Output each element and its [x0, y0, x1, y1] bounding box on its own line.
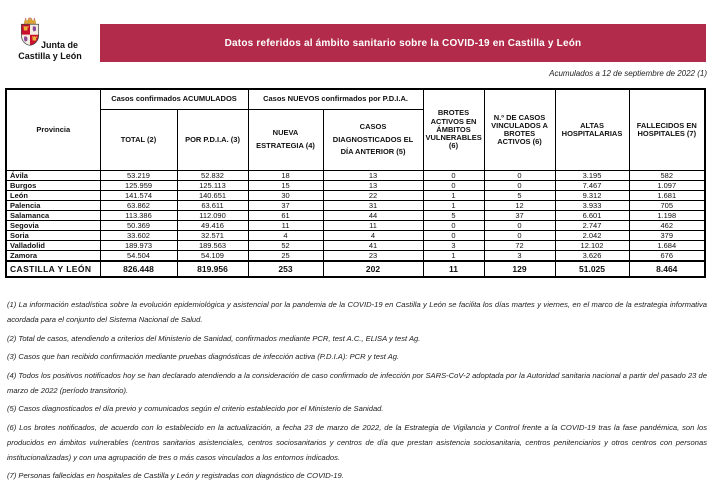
- value-cell: 1.097: [629, 181, 705, 191]
- total-value-cell: 11: [423, 261, 484, 277]
- value-cell: 13: [323, 181, 423, 191]
- value-cell: 12: [484, 201, 555, 211]
- footnotes: [7, 297, 707, 487]
- value-cell: 1.684: [629, 241, 705, 251]
- value-cell: 113.386: [100, 211, 177, 221]
- table-row: [6, 231, 705, 241]
- value-cell: 31: [323, 201, 423, 211]
- header-total: TOTAL (2): [100, 110, 177, 171]
- footnote-4: (4) Todos los positivos notificados hoy se han declarado atendiendo a la consideración de caso confirmado de infección por SARS-CoV-2 adoptada por la Autoridad sanitaria nacional a partir del pasado 23 de marzo de 2022 (período transitorio).: [7, 370, 707, 395]
- value-cell: 61: [248, 211, 323, 221]
- footnote-6: (6) Los brotes notificados, de acuerdo con lo establecido en la actualización, a fecha 23 de marzo de 2022, de la Estrategia de Vigilancia y Control frente a la COVID-19 tras la fase pandémica, son los producidos en ámbitos vulnerables (centros sanitarios asistenciales, centros sociosanitarios y centros de día que prestan asistencia sociosanitaria, centros penitenciarios y otros centros con personas institucionalizadas) y con una agrupación de tres o más casos vinculados a los entornos indicados.: [7, 422, 707, 462]
- value-cell: 379: [629, 231, 705, 241]
- province-cell: León: [6, 191, 100, 201]
- value-cell: 7.467: [555, 181, 629, 191]
- value-cell: 63.862: [100, 201, 177, 211]
- value-cell: 22: [323, 191, 423, 201]
- value-cell: 54.109: [177, 251, 248, 262]
- value-cell: 6.601: [555, 211, 629, 221]
- value-cell: 125.959: [100, 181, 177, 191]
- header-diagnosticados-dia-anterior: CASOS DIAGNOSTICADOS EL DÍA ANTERIOR (5): [323, 110, 423, 171]
- total-value-cell: 826.448: [100, 261, 177, 277]
- footnote-5: (5) Casos diagnosticados el día previo y comunicados según el criterio establecido por el Ministerio de Sanidad.: [7, 404, 384, 413]
- table-body: [6, 171, 705, 262]
- table-row: [6, 251, 705, 262]
- value-cell: 140.651: [177, 191, 248, 201]
- value-cell: 4: [323, 231, 423, 241]
- value-cell: 15: [248, 181, 323, 191]
- value-cell: 462: [629, 221, 705, 231]
- value-cell: 53.219: [100, 171, 177, 181]
- table-row: [6, 201, 705, 211]
- footnote-7: (7) Personas fallecidas en hospitales de Castilla y León y registradas con diagnóstico de COVID-19.: [7, 471, 344, 480]
- header-provincia: Provincia: [6, 89, 100, 171]
- logo-text-line1: Junta de: [41, 40, 79, 50]
- total-province-cell: CASTILLA Y LEÓN: [6, 261, 100, 277]
- value-cell: 582: [629, 171, 705, 181]
- covid-data-table: [5, 88, 706, 278]
- header-nueva-estrategia: NUEVA ESTRATEGIA (4): [248, 110, 323, 171]
- value-cell: 0: [423, 171, 484, 181]
- total-value-cell: 819.956: [177, 261, 248, 277]
- table-row: [6, 241, 705, 251]
- value-cell: 3.933: [555, 201, 629, 211]
- value-cell: 3.195: [555, 171, 629, 181]
- value-cell: 33.602: [100, 231, 177, 241]
- value-cell: 705: [629, 201, 705, 211]
- value-cell: 676: [629, 251, 705, 262]
- logo-text-line2: Castilla y León: [18, 51, 82, 61]
- value-cell: 23: [323, 251, 423, 262]
- table-row: [6, 191, 705, 201]
- value-cell: 1: [423, 191, 484, 201]
- table-row: [6, 181, 705, 191]
- value-cell: 12.102: [555, 241, 629, 251]
- value-cell: 3: [423, 241, 484, 251]
- value-cell: 0: [423, 221, 484, 231]
- value-cell: 13: [323, 171, 423, 181]
- value-cell: 50.369: [100, 221, 177, 231]
- value-cell: 0: [423, 231, 484, 241]
- value-cell: 72: [484, 241, 555, 251]
- province-cell: Zamora: [6, 251, 100, 262]
- province-cell: Soria: [6, 231, 100, 241]
- total-value-cell: 8.464: [629, 261, 705, 277]
- value-cell: 1: [423, 201, 484, 211]
- value-cell: 2.042: [555, 231, 629, 241]
- total-value-cell: 253: [248, 261, 323, 277]
- table-row: [6, 171, 705, 181]
- value-cell: 49.416: [177, 221, 248, 231]
- province-cell: Valladolid: [6, 241, 100, 251]
- value-cell: 30: [248, 191, 323, 201]
- value-cell: 0: [484, 181, 555, 191]
- province-cell: Ávila: [6, 171, 100, 181]
- banner-title: Datos referidos al ámbito sanitario sobre la COVID-19 en Castilla y León: [224, 37, 582, 49]
- value-cell: 9.312: [555, 191, 629, 201]
- header-casos-vinculados: N.º DE CASOS VINCULADOS A BROTES ACTIVOS (6): [484, 89, 555, 171]
- value-cell: 2.747: [555, 221, 629, 231]
- header-fallecidos: FALLECIDOS EN HOSPITALES (7): [629, 89, 705, 171]
- value-cell: 3.626: [555, 251, 629, 262]
- value-cell: 3: [484, 251, 555, 262]
- value-cell: 37: [248, 201, 323, 211]
- total-value-cell: 51.025: [555, 261, 629, 277]
- header-brotes-activos: BROTES ACTIVOS EN ÁMBITOS VULNERABLES (6): [423, 89, 484, 171]
- header-group-nuevos: Casos NUEVOS confirmados por P.D.I.A.: [248, 89, 423, 110]
- table-row: [6, 221, 705, 231]
- province-cell: Salamanca: [6, 211, 100, 221]
- value-cell: 189.563: [177, 241, 248, 251]
- value-cell: 0: [484, 171, 555, 181]
- value-cell: 11: [323, 221, 423, 231]
- value-cell: 52: [248, 241, 323, 251]
- footnote-3: (3) Casos que han recibido confirmación mediante pruebas diagnósticas de infección activa (P.D.I.A): PCR y test Ag.: [7, 352, 400, 361]
- value-cell: 18: [248, 171, 323, 181]
- value-cell: 0: [484, 231, 555, 241]
- value-cell: 0: [423, 181, 484, 191]
- province-cell: Burgos: [6, 181, 100, 191]
- value-cell: 54.504: [100, 251, 177, 262]
- value-cell: 4: [248, 231, 323, 241]
- value-cell: 141.574: [100, 191, 177, 201]
- table-row: [6, 211, 705, 221]
- value-cell: 41: [323, 241, 423, 251]
- value-cell: 112.090: [177, 211, 248, 221]
- value-cell: 44: [323, 211, 423, 221]
- value-cell: 11: [248, 221, 323, 231]
- header-por-pdia: POR P.D.I.A. (3): [177, 110, 248, 171]
- value-cell: 5: [423, 211, 484, 221]
- value-cell: 1.198: [629, 211, 705, 221]
- footnote-1: (1) La información estadística sobre la evolución epidemiológica y asistencial por la pandemia de la COVID-19 en Castilla y León se facilita los días martes y viernes, en el marco de la estrategia informativa acordada para el conjunto del Sistema Nacional de Salud.: [7, 300, 707, 324]
- total-value-cell: 129: [484, 261, 555, 277]
- value-cell: 37: [484, 211, 555, 221]
- total-value-cell: 202: [323, 261, 423, 277]
- value-cell: 25: [248, 251, 323, 262]
- header-group-acumulados: Casos confirmados ACUMULADOS: [100, 89, 248, 110]
- total-row: [6, 261, 705, 277]
- value-cell: 1.681: [629, 191, 705, 201]
- value-cell: 189.973: [100, 241, 177, 251]
- junta-logo: [5, 16, 95, 66]
- accumulated-date-note: Acumulados a 12 de septiembre de 2022 (1): [549, 69, 707, 78]
- footnote-2: (2) Total de casos, atendiendo a criterios del Ministerio de Sanidad, confirmados mediante PCR, test A.C., ELISA y test Ag.: [7, 333, 421, 343]
- value-cell: 125.113: [177, 181, 248, 191]
- value-cell: 63.611: [177, 201, 248, 211]
- value-cell: 32.571: [177, 231, 248, 241]
- header-altas: ALTAS HOSPITALARIAS: [555, 89, 629, 171]
- title-banner: [100, 24, 706, 62]
- province-cell: Palencia: [6, 201, 100, 211]
- province-cell: Segovia: [6, 221, 100, 231]
- value-cell: 52.832: [177, 171, 248, 181]
- value-cell: 5: [484, 191, 555, 201]
- value-cell: 1: [423, 251, 484, 262]
- value-cell: 0: [484, 221, 555, 231]
